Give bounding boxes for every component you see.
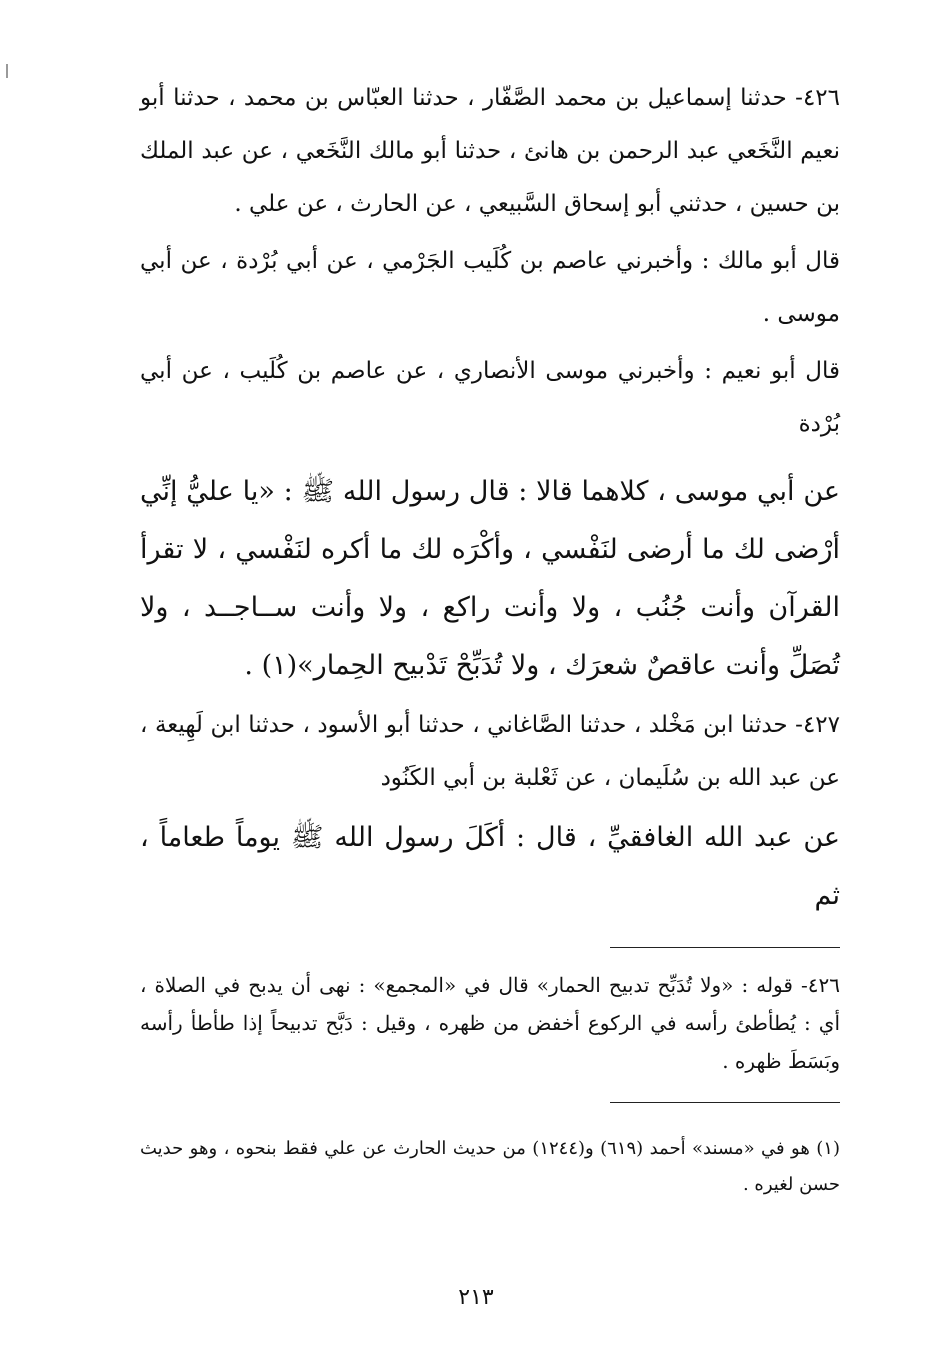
commentary-separator	[610, 947, 840, 948]
footnote-separator	[610, 1102, 840, 1103]
page-body	[140, 72, 840, 1372]
hadith-427-isnad: ٤٢٧- حدثنا ابن مَخْلد ، حدثنا الصَّاغاني ، حدثنا أبو الأسود ، حدثنا ابن لَهِيعة ، عن عبد الله بن سُلَيمان ، عن ثَعْلبة بن أبي الكَنُود	[140, 712, 840, 791]
footnote: (١) هو في «مسند» أحمد (٦١٩) و(١٢٤٤) من حديث الحارث عن علي فقط بنحوه ، وهو حديث حسن لغيره .	[140, 1138, 840, 1195]
hadith-426-matn: عن أبي موسى ، كلاهما قالا : قال رسول الله ﷺ : «يا عليُّ إنِّي أرْضى لك ما أرضى لنَفْسي ، وأكْرَه لك ما أكره لنَفْسي ، لا تقرأ القرآن وأنت جُنُب ، ولا وأنت راكع ، ولا وأنت ســاجــد ، ولا تُصَلِّ وأنت عاقصٌ شعرَك ، ولا تُدَبِّحْ تَدْبيح الحِمار»(١) .	[140, 476, 840, 681]
hadith-426-isnad: ٤٢٦- حدثنا إسماعيل بن محمد الصَّفّار ، حدثنا العبّاس بن محمد ، حدثنا أبو نعيم النَّخَعي عبد الرحمن بن هانئ ، حدثنا أبو مالك النَّخَعي ، عن عبد الملك بن حسين ، حدثني أبو إسحاق السَّبيعي ، عن الحارث ، عن علي .	[140, 85, 840, 217]
page-number: ٢١٣	[458, 1285, 494, 1310]
hadith-426-isnad-2: قال أبو مالك : وأخبرني عاصم بن كُلَيب الجَرْمي ، عن أبي بُرْدة ، عن أبي موسى .	[140, 248, 840, 327]
hadith-427-matn: عن عبد الله الغافقيِّ ، قال : أكَلَ رسول الله ﷺ يوماً طعاماً ، ثم	[140, 822, 840, 911]
margin-mark	[6, 64, 8, 78]
commentary-note: ٤٢٦- قوله : «ولا تُدَبِّح تدبيح الحمار» قال في «المجمع» : نهى أن يدبح في الصلاة ، أي : يُطأطئ رأسه في الركوع أخفض من ظهره ، وقيل : دَبَّح تدبيحاً إذا طأطأ رأسه وبَسَطَ ظهره .	[140, 973, 840, 1073]
hadith-426-isnad-3: قال أبو نعيم : وأخبرني موسى الأنصاري ، عن عاصم بن كُلَيب ، عن أبي بُرْدة	[140, 358, 840, 437]
